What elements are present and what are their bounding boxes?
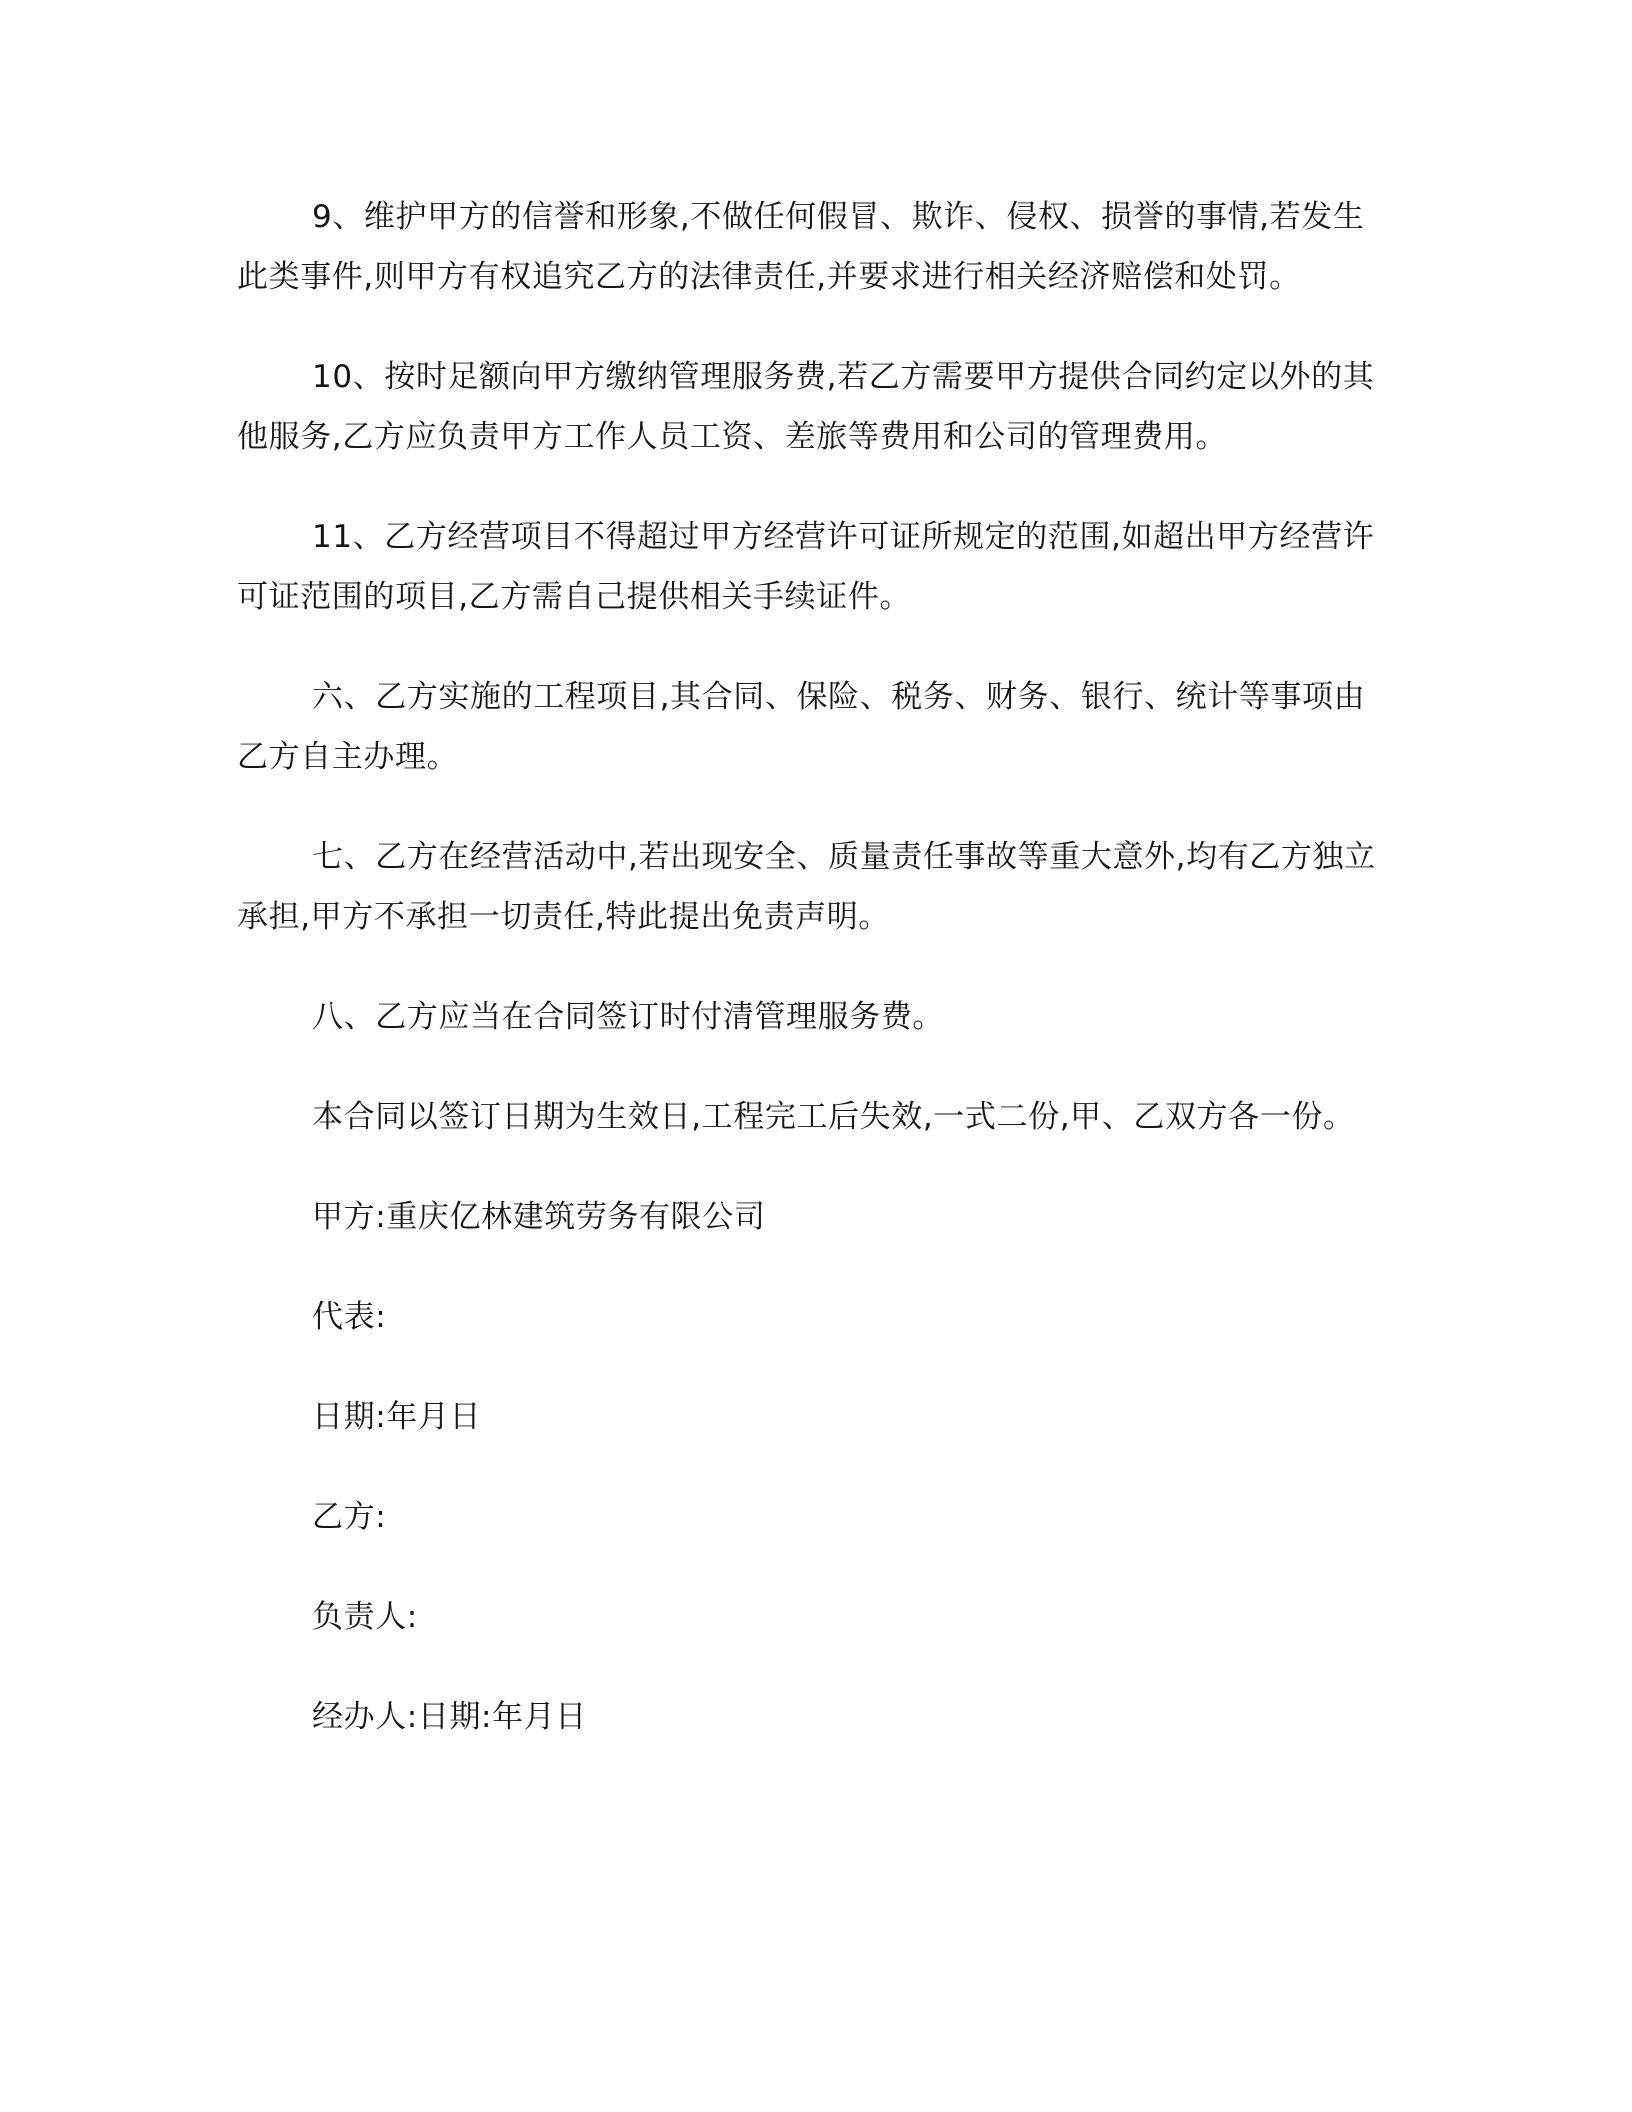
section-six-line-1: 六、乙方实施的工程项目,其合同、保险、税务、财务、银行、统计等事项由	[312, 679, 1366, 715]
person-in-charge-line: 负责人:	[312, 1599, 418, 1635]
party-a-date-line: 日期:年月日	[312, 1399, 482, 1435]
section-eight: 八、乙方应当在合同签订时付清管理服务费。	[312, 999, 944, 1035]
clause-9-line-2: 此类事件,则甲方有权追究乙方的法律责任,并要求进行相关经济赔偿和处罚。	[237, 259, 1301, 295]
representative-line: 代表:	[312, 1299, 387, 1335]
validity-statement: 本合同以签订日期为生效日,工程完工后失效,一式二份,甲、乙双方各一份。	[312, 1099, 1355, 1135]
section-seven-line-2: 承担,甲方不承担一切责任,特此提出免责声明。	[237, 899, 890, 935]
section-six-line-2: 乙方自主办理。	[237, 739, 459, 775]
clause-10-line-2: 他服务,乙方应负责甲方工作人员工资、差旅等费用和公司的管理费用。	[237, 419, 1228, 455]
clause-9-line-1: 9、维护甲方的信誉和形象,不做任何假冒、欺诈、侵权、损誉的事情,若发生	[312, 199, 1365, 235]
party-b-line: 乙方:	[312, 1499, 387, 1535]
handler-date-line: 经办人:日期:年月日	[312, 1699, 587, 1735]
clause-10-line-1: 10、按时足额向甲方缴纳管理服务费,若乙方需要甲方提供合同约定以外的其	[312, 359, 1375, 395]
clause-11-line-2: 可证范围的项目,乙方需自己提供相关手续证件。	[237, 579, 912, 615]
party-a-line: 甲方:重庆亿林建筑劳务有限公司	[312, 1199, 766, 1235]
clause-11-line-1: 11、乙方经营项目不得超过甲方经营许可证所规定的范围,如超出甲方经营许	[312, 519, 1375, 555]
section-seven-line-1: 七、乙方在经营活动中,若出现安全、质量责任事故等重大意外,均有乙方独立	[312, 839, 1376, 875]
